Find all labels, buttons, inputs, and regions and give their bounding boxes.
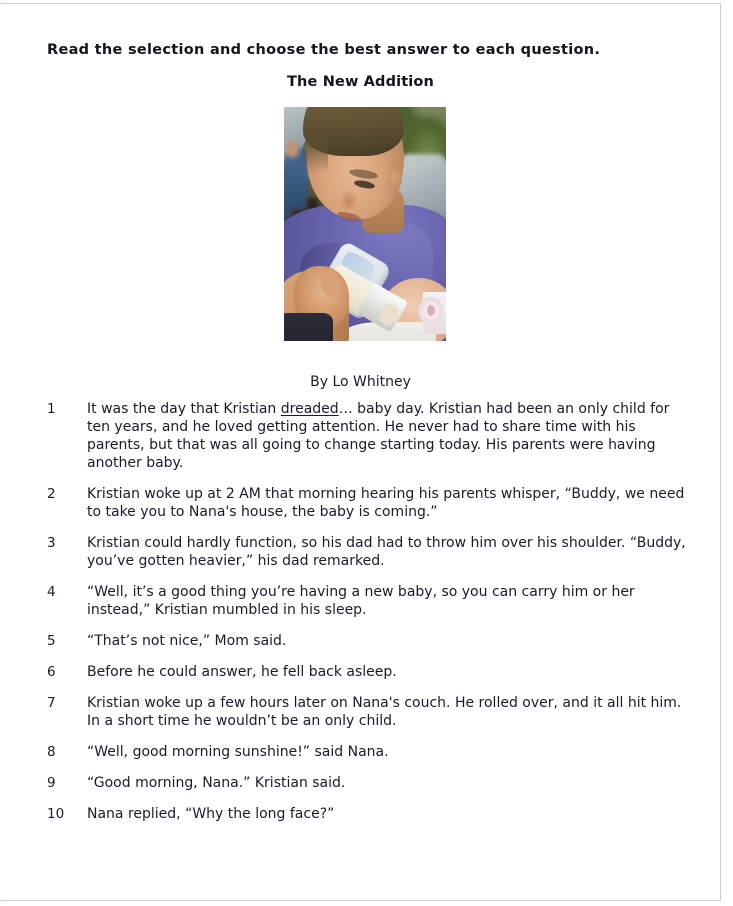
paragraph-number: 1 [47,401,56,417]
paragraph-text [87,805,692,823]
paragraph-text-run: “Good morning, Nana.” Kristian said. [87,775,346,791]
passage-paragraph [47,632,692,650]
paragraph-text [87,663,692,681]
boy-feeding-baby-bottle-photo [284,107,446,341]
boy-hair-shading [302,135,328,172]
paragraph-text-run: Kristian woke up at 2 AM that morning hearing his parents whisper, “Buddy, we need to take you to Nana's house, the baby is coming.” [87,486,685,520]
passage-paragraph [47,583,692,619]
page-title: The New Addition [287,74,434,90]
paragraph-text [87,534,692,570]
paragraph-number: 6 [47,664,56,680]
paragraph-text-run: It was the day that Kristian [87,401,281,417]
passage-paragraph [47,485,692,521]
passage-paragraph [47,663,692,681]
paragraph-text [87,694,692,730]
passage-paragraph [47,694,692,730]
paragraph-text-run: Nana replied, “Why the long face?” [87,806,335,822]
paragraph-text [87,400,692,472]
paragraph-text-run: … baby day. Kristian had been an only child for ten years, and he loved getting attention. He never had to share time with his parents, but that was all going to change starting today. His parents were having another baby. [87,401,670,471]
paragraph-number: 5 [47,633,56,649]
passage-paragraph [47,743,692,761]
paragraph-number: 9 [47,775,56,791]
author-byline: By Lo Whitney [310,374,411,390]
paragraph-text-run: Kristian could hardly function, so his dad had to throw him over his shoulder. “Buddy, you’ve gotten heavier,” his dad remarked. [87,535,686,569]
paragraph-text-run: “That’s not nice,” Mom said. [87,633,287,649]
paragraph-text [87,583,692,619]
paragraph-text [87,632,692,650]
boy-shorts [284,313,333,341]
paragraph-number: 7 [47,695,56,711]
paragraph-text-run: Kristian woke up a few hours later on Nana's couch. He rolled over, and it all hit him. In a short time he wouldn’t be an only child. [87,695,682,729]
paragraph-number: 2 [47,486,56,502]
paragraph-text-run: “Well, it’s a good thing you’re having a new baby, so you can carry him or her instead,” Kristian mumbled in his sleep. [87,584,635,618]
passage-body [47,400,692,836]
paragraph-text [87,485,692,521]
paragraph-number: 8 [47,744,56,760]
boy-nose [339,189,357,210]
instruction-text: Read the selection and choose the best answer to each question. [47,42,601,58]
document-page [0,3,721,901]
paragraph-text [87,743,692,761]
underlined-vocabulary-word: dreaded [280,401,339,417]
paragraph-text-run: Before he could answer, he fell back asleep. [87,664,397,680]
passage-paragraph [47,805,692,823]
passage-paragraph [47,400,692,472]
paragraph-number: 4 [47,584,56,600]
baby-bow-center [427,305,435,317]
paragraph-number: 3 [47,535,56,551]
document-content [1,4,720,900]
paragraph-number: 10 [47,806,65,822]
paragraph-text [87,774,692,792]
paragraph-text-run: “Well, good morning sunshine!” said Nana. [87,744,389,760]
story-illustration [284,107,446,341]
passage-paragraph [47,774,692,792]
passage-paragraph [47,534,692,570]
